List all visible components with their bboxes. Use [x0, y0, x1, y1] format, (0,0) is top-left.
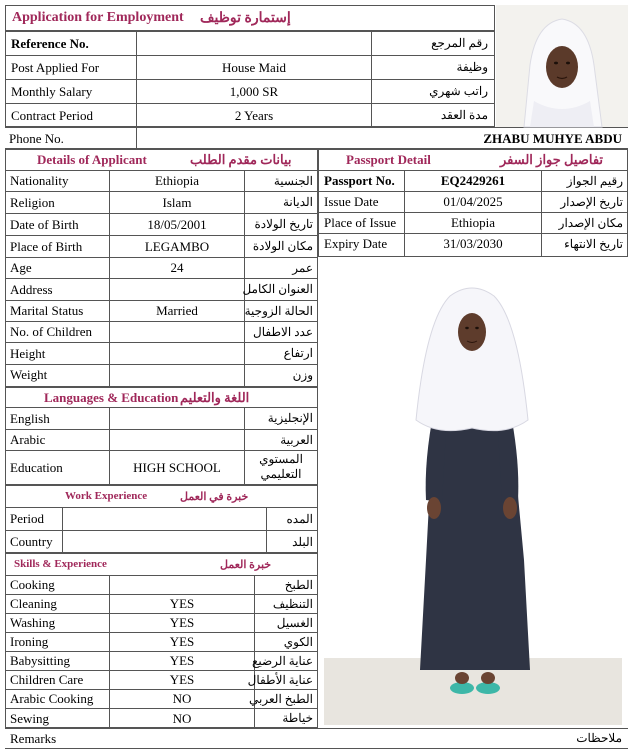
passport-row-label: Expiry Date: [324, 236, 388, 251]
passport-heading-ar: تفاصيل جواز السفر: [500, 152, 604, 167]
skill-row-label-ar: التنظيف: [272, 596, 313, 611]
period-value: [63, 508, 266, 530]
skill-row-value: NO: [172, 691, 192, 706]
applicant-row-label: Height: [10, 345, 46, 361]
applicant-row-label: Place of Birth: [10, 238, 83, 254]
skill-row-label-ar: الكوي: [283, 634, 313, 649]
applicant-name: ZHABU MUHYE ABDU: [483, 130, 622, 146]
applicant-row-value: Ethiopia: [154, 173, 200, 188]
applicant-row-label-ar: الجنسية: [273, 173, 313, 188]
applicant-row-value: [110, 279, 244, 300]
applicant-row-label-ar: وزن: [292, 367, 313, 382]
skill-row-value: YES: [169, 672, 195, 687]
applicant-row-label-ar: الديانة: [282, 195, 313, 209]
work-heading-ar: خبرة في العمل: [180, 490, 249, 503]
applicant-row-value: [110, 343, 244, 364]
skill-row-label: Arabic Cooking: [10, 691, 94, 706]
salary-label: Monthly Salary: [11, 83, 93, 99]
english-label: English: [10, 410, 50, 426]
reference-label: Reference No.: [11, 35, 89, 51]
education-label: Education: [10, 460, 63, 475]
salary-value: 1,000 SR: [229, 83, 279, 99]
applicant-row-label: Weight: [10, 367, 48, 382]
skill-row-label: Ironing: [10, 634, 49, 649]
skills-heading-en: Skills & Experience: [14, 558, 107, 570]
contract-label: Contract Period: [11, 107, 93, 123]
applicant-row-value: [110, 365, 244, 385]
skills-heading-ar: خبرة العمل: [220, 558, 272, 571]
applicant-row-label: Address: [10, 281, 53, 297]
applicant-row-label-ar: ارتفاع: [283, 346, 313, 360]
arabic-value: [110, 430, 244, 450]
arabic-label-ar: العربية: [280, 432, 313, 447]
applicant-row-label-ar: تاريخ الولادة: [254, 217, 313, 231]
skill-row-label-ar: الغسيل: [276, 615, 313, 630]
country-label: Country: [10, 534, 53, 549]
passport-row-label-ar: تاريخ الانتهاء: [564, 236, 623, 251]
passport-row-value: 31/03/2030: [443, 236, 503, 251]
applicant-row-value: Islam: [162, 194, 192, 210]
skill-row-label-ar: الطبخ العربي: [249, 691, 313, 706]
passport-row-label: Place of Issue: [324, 215, 397, 230]
languages-heading-en: Languages & Education: [44, 389, 179, 405]
skill-row-value: [110, 576, 254, 594]
skill-row-label: Sewing: [10, 710, 49, 726]
form-title-en: Application for Employment: [12, 10, 184, 25]
education-value: HIGH SCHOOL: [133, 460, 221, 475]
salary-label-ar: راتب شهري: [429, 84, 488, 98]
education-label-ar: [245, 452, 317, 484]
passport-row-label: Passport No.: [324, 173, 395, 188]
applicant-row-label: Age: [10, 260, 32, 275]
remarks-label: Remarks: [10, 730, 57, 746]
applicant-row-label-ar: مكان الولادة: [252, 239, 313, 253]
period-label: Period: [10, 511, 44, 526]
skill-row-label-ar: عناية الأطفال: [247, 672, 313, 687]
full-body-photo: [324, 260, 622, 725]
applicant-row-label: Date of Birth: [10, 216, 79, 232]
skill-row-label: Cleaning: [10, 596, 57, 611]
english-label-ar: الإنجليزية: [267, 411, 313, 425]
contract-label-ar: مدة العقد: [440, 108, 488, 122]
english-value: [110, 408, 244, 429]
skill-row-value: YES: [169, 615, 195, 630]
post-label-ar: وظيفة: [456, 60, 488, 74]
skill-row-value: YES: [169, 596, 195, 611]
skill-row-value: NO: [172, 710, 192, 726]
passport-row-label-ar: رقيم الجواز: [566, 173, 623, 188]
applicant-row-label-ar: عمر: [292, 260, 313, 275]
passport-row-value: Ethiopia: [450, 215, 496, 230]
education-label-ar-line2: التعليمي: [260, 467, 302, 481]
passport-row-label-ar: تاريخ الإصدار: [560, 194, 623, 209]
reference-value: [137, 32, 371, 55]
applicant-row-value: 18/05/2001: [147, 216, 207, 232]
applicant-heading-en: Details of Applicant: [37, 152, 147, 167]
applicant-heading-ar: بيانات مقدم الطلب: [190, 152, 292, 167]
applicant-row-value: 24: [170, 260, 184, 275]
passport-heading-en: Passport Detail: [346, 152, 431, 167]
applicant-row-value: Married: [156, 303, 198, 318]
skill-row-label: Babysitting: [10, 653, 70, 668]
contract-value: 2 Years: [234, 107, 274, 123]
passport-row-value: EQ2429261: [440, 173, 506, 188]
post-label: Post Applied For: [11, 59, 100, 75]
applicant-row-value: LEGAMBO: [144, 238, 210, 254]
applicant-row-label: Nationality: [10, 173, 69, 188]
skill-row-label-ar: خياطة: [282, 711, 313, 725]
passport-row-label: Issue Date: [324, 194, 379, 209]
education-label-ar-line1: المستوي: [259, 452, 303, 466]
applicant-row-label: Marital Status: [10, 303, 84, 318]
skill-row-label: Children Care: [10, 672, 84, 687]
skill-row-label-ar: عناية الرضيع: [251, 653, 313, 668]
work-heading-en: Work Experience: [65, 490, 148, 502]
country-value: [63, 531, 266, 553]
reference-label-ar: رقم المرجع: [431, 36, 488, 50]
passport-row-value: 01/04/2025: [443, 194, 503, 209]
skill-row-label: Cooking: [10, 577, 55, 592]
applicant-row-value: [110, 322, 244, 342]
skill-row-label-ar: الطبخ: [284, 577, 313, 592]
form-title-ar: إستمارة توظيف: [200, 10, 291, 26]
period-label-ar: المده: [286, 511, 313, 526]
languages-heading-ar: اللغة والتعليم: [180, 389, 250, 405]
headshot-photo: [496, 5, 628, 127]
applicant-row-label-ar: عدد الاطفال: [253, 324, 313, 339]
skill-row-value: YES: [169, 653, 195, 668]
applicant-row-label: Religion: [10, 194, 55, 210]
applicant-row-label-ar: العنوان الكامل: [242, 282, 313, 296]
passport-row-label-ar: مكان الإصدار: [558, 215, 623, 230]
phone-value: [137, 128, 437, 149]
arabic-label: Arabic: [10, 432, 46, 447]
phone-label: Phone No.: [9, 130, 64, 146]
skill-row-label: Washing: [10, 615, 56, 630]
post-value: House Maid: [222, 59, 286, 75]
remarks-label-ar: ملاحظات: [576, 731, 622, 745]
country-label-ar: البلد: [292, 534, 313, 549]
skill-row-value: YES: [169, 634, 195, 649]
applicant-row-label-ar: الحالة الزوجية: [244, 303, 313, 318]
applicant-row-label: No. of Children: [10, 324, 92, 339]
